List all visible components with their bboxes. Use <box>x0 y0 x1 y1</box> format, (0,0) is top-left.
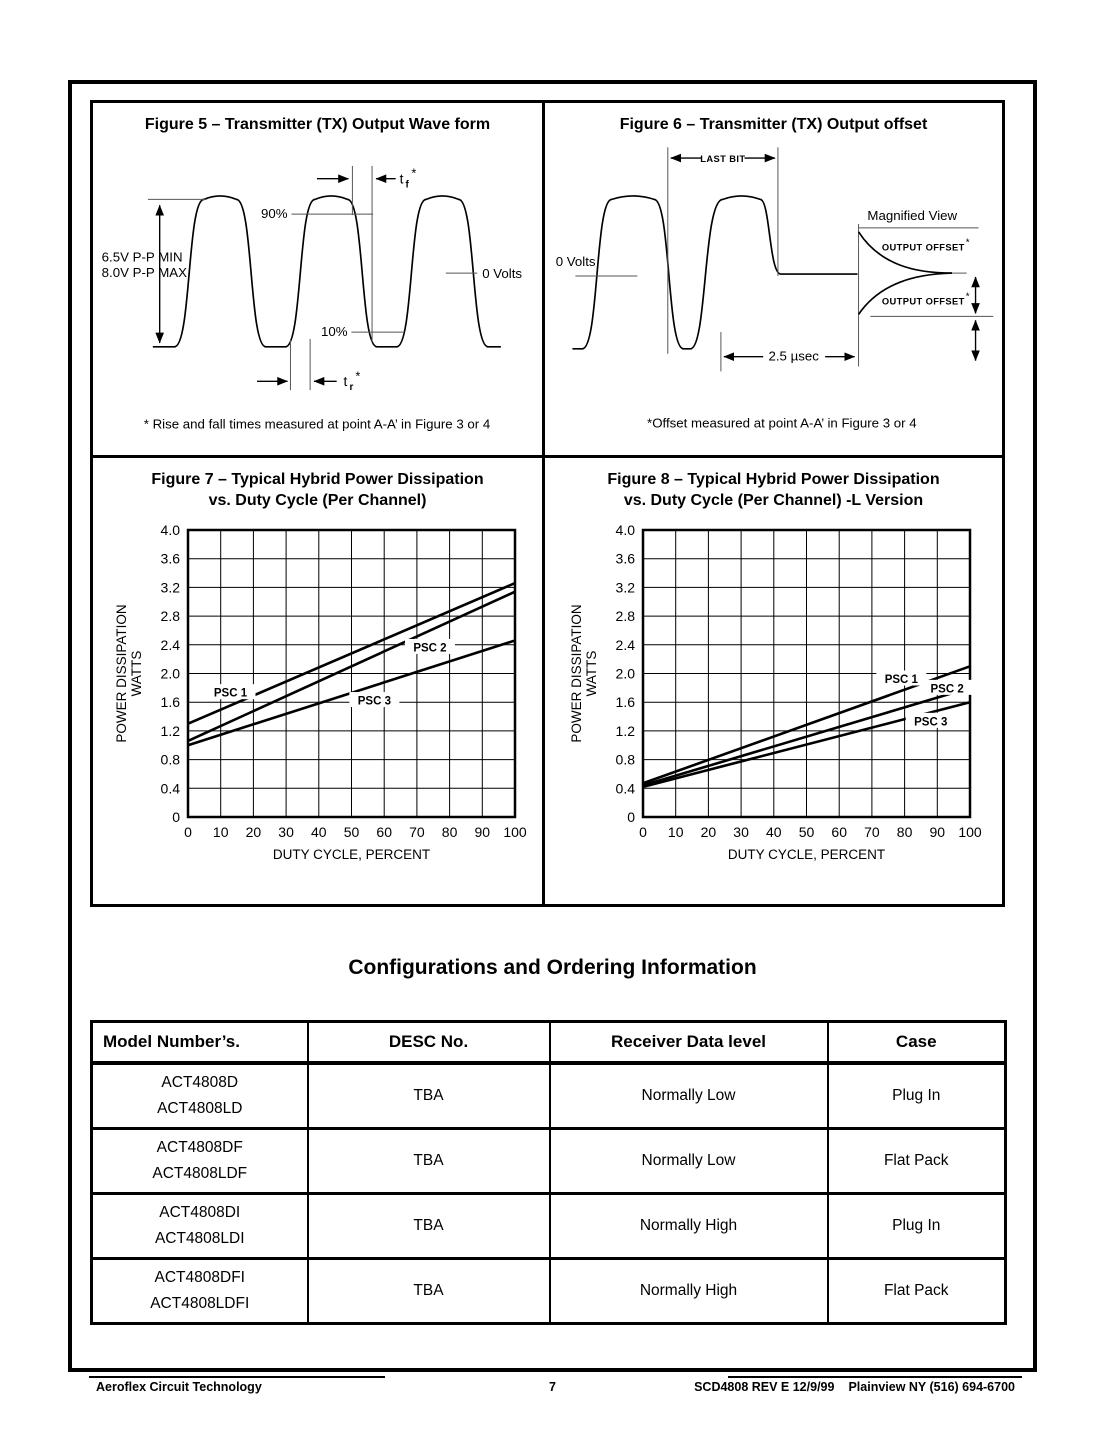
tx-output-waveform-figure <box>93 103 542 455</box>
header-desc-no: DESC No. <box>308 1022 550 1064</box>
model-number: ACT4808D <box>161 1074 239 1091</box>
y-tick-label: 0 <box>172 809 180 825</box>
footer-rule-left <box>89 1376 385 1378</box>
duration-label: 2.5 µsec <box>768 348 819 364</box>
x-tick-label: 0 <box>639 824 647 840</box>
receiver-level-cell: Normally High <box>550 1194 828 1259</box>
tf-label-sub: f <box>405 179 409 191</box>
x-tick-label: 60 <box>376 824 392 840</box>
desc-no-cell: TBA <box>308 1259 550 1324</box>
zero-volts-label: 0 Volts <box>482 266 523 282</box>
y-tick-label: 3.6 <box>615 550 635 567</box>
x-tick-label: 70 <box>409 824 425 840</box>
section-title: Configurations and Ordering Information <box>348 956 757 979</box>
y-axis-title-line2: WATTS <box>129 650 144 697</box>
desc-no-cell: TBA <box>308 1194 550 1259</box>
y-tick-label: 0.8 <box>160 751 180 768</box>
footer-location: Plainview NY (516) 694-6700 <box>848 1380 1015 1394</box>
pp-min-label: 6.5V P-P MIN <box>101 249 183 265</box>
figure6-box <box>542 100 1005 458</box>
x-tick-label: 50 <box>798 824 815 840</box>
last-bit-label: LAST BIT <box>700 153 746 164</box>
waveform-trace <box>572 196 857 349</box>
y-tick-label: 2.8 <box>615 608 635 625</box>
y-tick-label: 0 <box>627 809 635 825</box>
figure-grid <box>90 100 1005 907</box>
pp-max-label: 8.0V P-P MAX <box>101 265 187 281</box>
x-tick-label: 80 <box>441 824 458 840</box>
x-tick-label: 20 <box>245 824 262 840</box>
model-numbers-cell <box>92 1063 308 1129</box>
ninety-percent-label: 90% <box>260 206 288 222</box>
figure5-box <box>90 100 545 458</box>
y-tick-label: 1.2 <box>160 722 180 739</box>
model-number: ACT4808DI <box>159 1204 241 1221</box>
model-number: ACT4808DFI <box>154 1269 245 1286</box>
x-axis-title: DUTY CYCLE, PERCENT <box>272 847 431 862</box>
x-tick-label: 90 <box>474 824 491 840</box>
output-offset-upper-star: * <box>965 237 970 249</box>
x-tick-label: 70 <box>864 824 880 840</box>
x-tick-label: 90 <box>929 824 946 840</box>
table-header-row <box>92 1022 1006 1064</box>
ordering-table <box>90 1020 1007 1325</box>
magnified-view-label: Magnified View <box>867 208 958 224</box>
x-axis-title: DUTY CYCLE, PERCENT <box>727 847 886 862</box>
page-border <box>68 80 1037 1372</box>
x-tick-label: 0 <box>184 824 192 840</box>
table-row <box>92 1063 1006 1129</box>
x-tick-label: 60 <box>831 824 847 840</box>
tr-label-base: t <box>343 374 348 390</box>
tx-output-offset-figure <box>545 103 1002 455</box>
x-tick-label: 80 <box>896 824 913 840</box>
y-tick-label: 1.6 <box>160 694 180 711</box>
x-tick-label: 50 <box>343 824 360 840</box>
y-tick-label: 4.0 <box>160 522 180 538</box>
model-number: ACT4808LDF <box>152 1165 248 1182</box>
figure7-title-line2: vs. Duty Cycle (Per Channel) <box>208 492 427 509</box>
table-row <box>92 1194 1006 1259</box>
y-tick-label: 0.4 <box>160 780 180 797</box>
desc-no-cell: TBA <box>308 1063 550 1129</box>
case-cell: Plug In <box>828 1063 1006 1129</box>
header-receiver-data-level: Receiver Data level <box>550 1022 828 1064</box>
y-tick-label: 4.0 <box>615 522 635 538</box>
zero-volts-label: 0 Volts <box>555 254 596 270</box>
x-tick-label: 100 <box>958 824 982 840</box>
figure5-footnote: * Rise and fall times measured at point A-A’ in Figure 3 or 4 <box>143 416 491 432</box>
x-tick-label: 10 <box>667 824 684 840</box>
y-axis-title-line1: POWER DISSIPATION <box>569 604 584 743</box>
footer-right <box>694 1380 1015 1394</box>
receiver-level-cell: Normally High <box>550 1259 828 1324</box>
y-tick-label: 3.6 <box>160 550 180 567</box>
header-model-numbers: Model Number’s. <box>92 1022 308 1064</box>
y-tick-label: 2.4 <box>160 636 180 653</box>
y-tick-label: 1.6 <box>615 694 635 711</box>
table-row <box>92 1259 1006 1324</box>
footer-company: Aeroflex Circuit Technology <box>96 1380 262 1394</box>
output-offset-upper-label: OUTPUT OFFSET <box>881 242 965 253</box>
model-number: ACT4808DF <box>156 1139 243 1156</box>
footer-rule-right <box>728 1376 1022 1378</box>
figure7-box <box>90 455 545 907</box>
series-label: PSC 1 <box>213 687 248 700</box>
x-tick-label: 30 <box>278 824 294 840</box>
model-numbers-cell <box>92 1259 308 1324</box>
receiver-level-cell: Normally Low <box>550 1129 828 1194</box>
x-tick-label: 30 <box>733 824 749 840</box>
power-dissipation-chart-l-version <box>545 458 1002 904</box>
model-number: ACT4808LDFI <box>150 1295 250 1312</box>
y-axis-title-line2: WATTS <box>584 650 599 697</box>
x-tick-label: 40 <box>311 824 327 840</box>
output-offset-lower-label: OUTPUT OFFSET <box>881 296 965 307</box>
table-row <box>92 1129 1006 1194</box>
y-tick-label: 0.8 <box>615 751 635 768</box>
x-tick-label: 10 <box>212 824 229 840</box>
x-tick-label: 100 <box>503 824 527 840</box>
header-case: Case <box>828 1022 1006 1064</box>
model-number: ACT4808LD <box>157 1100 243 1117</box>
model-numbers-cell <box>92 1194 308 1259</box>
x-tick-label: 20 <box>700 824 717 840</box>
y-tick-label: 3.2 <box>160 579 180 596</box>
model-number: ACT4808LDI <box>154 1230 245 1247</box>
y-tick-label: 0.4 <box>615 780 635 797</box>
ten-percent-label: 10% <box>320 324 348 340</box>
series-label: PSC 1 <box>884 674 918 687</box>
figure5-title: Figure 5 – Transmitter (TX) Output Wave form <box>144 116 491 133</box>
offset-decay-curve-lower <box>859 273 952 314</box>
footer-doc-ref: SCD4808 REV E 12/9/99 <box>694 1380 835 1394</box>
tr-label-sub: r <box>349 382 354 394</box>
output-offset-lower-star: * <box>965 291 970 303</box>
figure7-title-line1: Figure 7 – Typical Hybrid Power Dissipation <box>151 471 484 488</box>
receiver-level-cell: Normally Low <box>550 1063 828 1129</box>
figure8-box <box>542 455 1005 907</box>
footer-page-number: 7 <box>549 1380 556 1394</box>
power-dissipation-chart <box>93 458 542 904</box>
series-label: PSC 3 <box>357 695 392 708</box>
tf-label-sup: * <box>411 165 417 181</box>
y-tick-label: 1.2 <box>615 722 635 739</box>
tf-label-base: t <box>399 171 404 187</box>
model-numbers-cell <box>92 1129 308 1194</box>
tr-label-sup: * <box>355 368 361 384</box>
y-tick-label: 2.0 <box>615 665 635 682</box>
case-cell: Flat Pack <box>828 1259 1006 1324</box>
case-cell: Flat Pack <box>828 1129 1006 1194</box>
case-cell: Plug In <box>828 1194 1006 1259</box>
y-axis-title-line1: POWER DISSIPATION <box>114 604 129 743</box>
figure8-title-line2: vs. Duty Cycle (Per Channel) -L Version <box>623 492 924 509</box>
series-label: PSC 3 <box>914 716 948 729</box>
figure8-title-line1: Figure 8 – Typical Hybrid Power Dissipation <box>607 471 940 488</box>
series-label: PSC 2 <box>930 683 964 696</box>
figure6-footnote: *Offset measured at point A-A’ in Figure 3 or 4 <box>647 415 917 431</box>
y-tick-label: 2.4 <box>615 636 635 653</box>
series-label: PSC 2 <box>413 642 447 655</box>
desc-no-cell: TBA <box>308 1129 550 1194</box>
figure6-title: Figure 6 – Transmitter (TX) Output offset <box>619 116 928 133</box>
y-tick-label: 3.2 <box>615 579 635 596</box>
y-tick-label: 2.8 <box>160 608 180 625</box>
y-tick-label: 2.0 <box>160 665 180 682</box>
x-tick-label: 40 <box>766 824 782 840</box>
